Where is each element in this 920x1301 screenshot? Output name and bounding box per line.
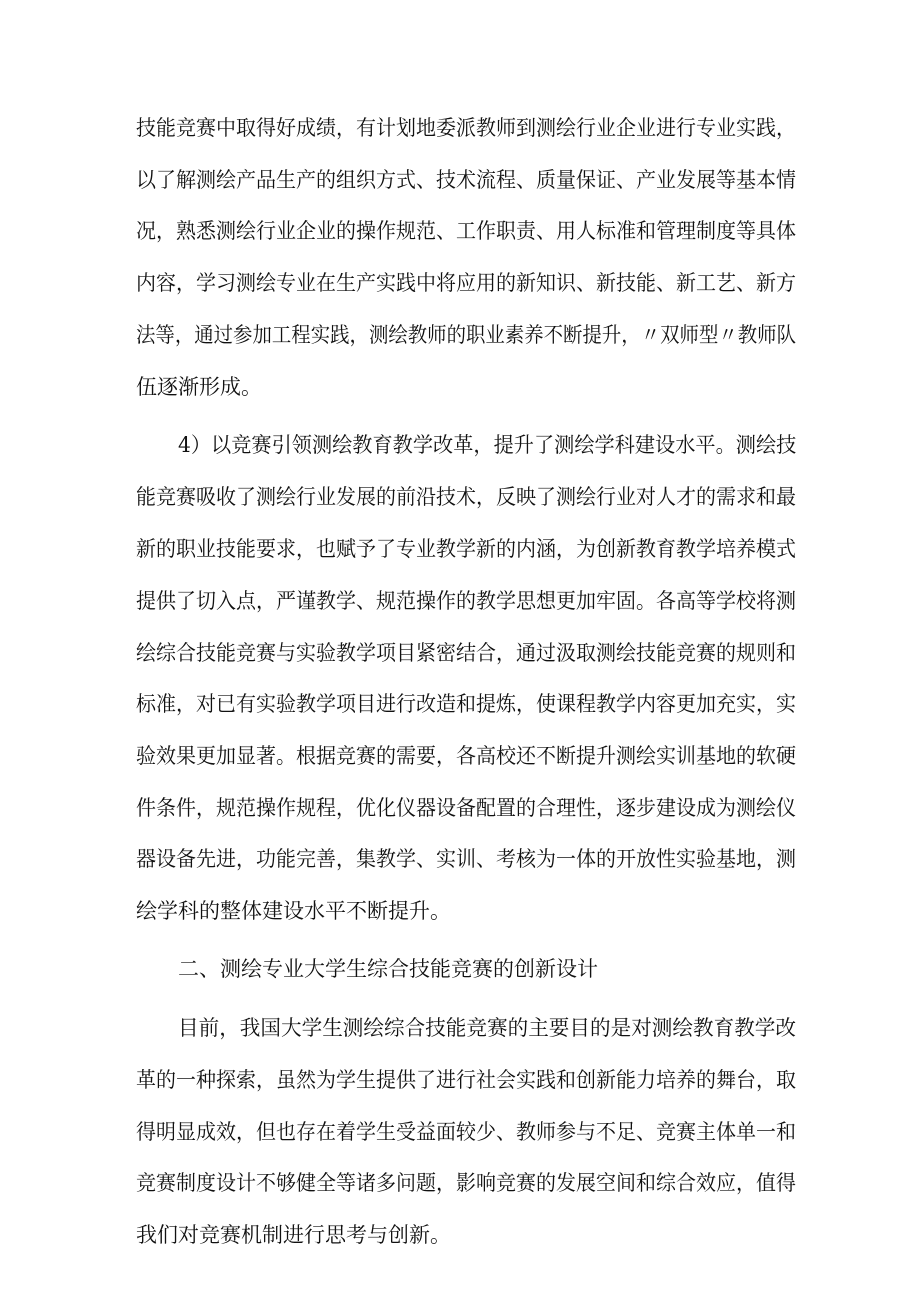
- text-line: 标准，对已有实验教学项目进行改造和提炼，使课程教学内容更加充实，实: [136, 692, 796, 716]
- text-line: 内容，学习测绘专业在生产实践中将应用的新知识、新技能、新工艺、新方: [136, 271, 796, 295]
- text-line: 器设备先进，功能完善，集教学、实训、考核为一体的开放性实验基地，测: [136, 847, 796, 871]
- text-line: 新的职业技能要求，也赋予了专业教学新的内涵，为创新教育教学培养模式: [136, 537, 796, 561]
- text-line: 以了解测绘产品生产的组织方式、技术流程、质量保证、产业发展等基本情: [136, 168, 796, 192]
- text-line: 竞赛制度设计不够健全等诸多问题，影响竞赛的发展空间和综合效应，值得: [136, 1171, 796, 1195]
- text-line: 件条件，规范操作规程，优化仪器设备配置的合理性，逐步建设成为测绘仪: [136, 796, 796, 820]
- text-line: 革的一种探索，虽然为学生提供了进行社会实践和创新能力培养的舞台，取: [136, 1068, 796, 1092]
- text-line: 提供了切入点，严谨教学、规范操作的教学思想更加牢固。各高等学校将测: [136, 589, 796, 613]
- text-line: 法等，通过参加工程实践，测绘教师的职业素养不断提升，〃双师型〃教师队: [136, 323, 796, 347]
- section-heading: 二、测绘专业大学生综合技能竞赛的创新设计: [178, 957, 598, 981]
- text-line: 我们对竞赛机制进行思考与创新。: [136, 1223, 451, 1247]
- text-line: 目前，我国大学生测绘综合技能竞赛的主要目的是对测绘教育教学改: [178, 1016, 796, 1040]
- text-line: 能竞赛吸收了测绘行业发展的前沿技术，反映了测绘行业对人才的需求和最: [136, 485, 796, 509]
- text-line: 伍逐渐形成。: [136, 375, 262, 399]
- text-line: 绘学科的整体建设水平不断提升。: [136, 899, 451, 923]
- text-line: 况，熟悉测绘行业企业的操作规范、工作职责、用人标准和管理制度等具体: [136, 219, 796, 243]
- text-line: 4）以竞赛引领测绘教育教学改革，提升了测绘学科建设水平。测绘技: [178, 433, 797, 457]
- text-line: 绘综合技能竞赛与实验教学项目紧密结合，通过汲取测绘技能竞赛的规则和: [136, 641, 796, 665]
- text-line: 验效果更加显著。根据竞赛的需要，各高校还不断提升测绘实训基地的软硬: [136, 744, 796, 768]
- text-line: 技能竞赛中取得好成绩，有计划地委派教师到测绘行业企业进行专业实践，: [136, 116, 796, 140]
- text-line: 得明显成效，但也存在着学生受益面较少、教师参与不足、竞赛主体单一和: [136, 1120, 796, 1144]
